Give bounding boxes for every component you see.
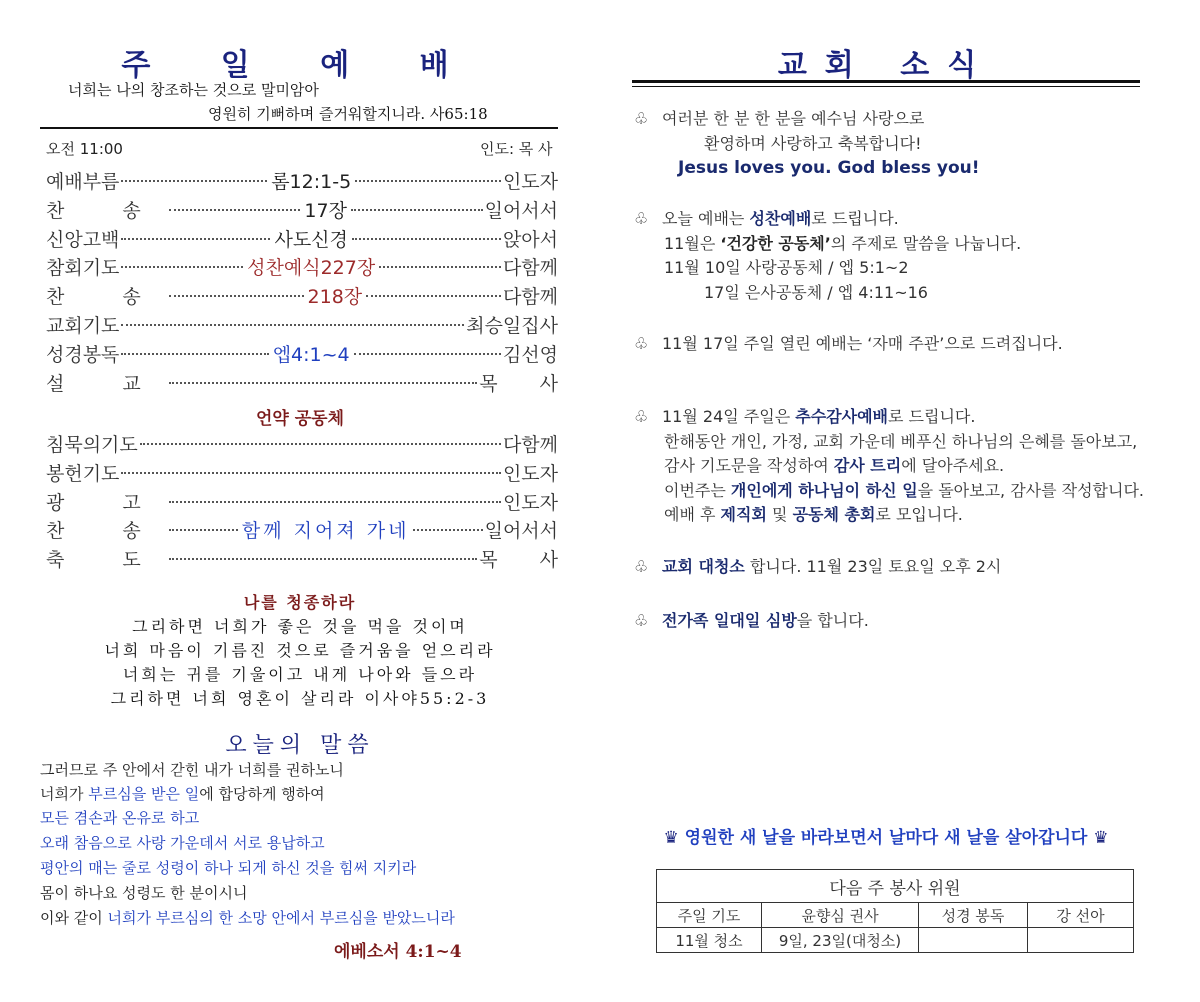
header-verse-line1: 너희는 나의 창조하는 것으로 말미암아 [68,81,319,99]
order-name: 신앙고백 [46,228,120,251]
order-detail: 성찬예식227장 [247,257,376,280]
order-role: 김선영 [502,343,558,366]
news-item-communion: ♧ 오늘 예배는 성찬예배로 드립니다. 11월은 ‘건강한 공동체’의 주제로 말씀을 나눕니다. 11월 10일 사랑공동체 / 엡 5:1~2 17일 은사공동체 / 엡 4:11~16 [634,209,1022,302]
church-news-title: 교회 소식 [777,48,995,83]
listen-verse-line: 그리하면 너희 영혼이 살리라 이사야55:2-3 [110,689,490,708]
order-name: 봉헌기도 [46,462,120,485]
divider [40,127,558,129]
scripture-reference: 에베소서 4:1~4 [334,942,462,962]
table-row: 주일 기도 윤향심 권사 성경 봉독 강 선아 [657,903,1134,928]
order-name: 광 고 [46,491,167,514]
order-name: 찬 송 [46,286,167,309]
order-name: 성경봉독 [46,343,120,366]
order-name: 축 도 [46,549,167,572]
table-row: 11월 청소 9일, 23일(대청소) [657,928,1134,953]
order-row [46,489,558,518]
order-detail: 사도신경 [274,228,348,251]
order-role: 일어서서 [484,199,559,222]
crown-icon: ♛ [663,828,679,848]
order-row [46,517,558,546]
service-leader: 인도: 목 사 [480,140,553,158]
clover-icon: ♧ [634,109,649,128]
table-heading: 다음 주 봉사 위원 [657,870,1134,903]
divider [632,86,1140,87]
order-role: 앉아서 [502,228,558,251]
order-role: 인도자 [502,171,559,193]
worship-title: 주 일 예 배 [121,48,479,83]
divider [632,80,1140,83]
order-row [46,370,576,399]
listen-verse-line: 그리하면 너희가 좋은 것을 먹을 것이며 [132,617,468,636]
motto-banner: ♛ 영원한 새 날을 바라보면서 날마다 새 날을 살아갑니다 ♛ [663,828,1109,848]
clover-icon: ♧ [634,209,649,228]
order-name: 참회기도 [46,257,120,280]
news-item-welcome: ♧ 여러분 한 분 한 분을 예수님 사랑으로 환영하며 사랑하고 축복합니다! Jesus loves you. God bless you! [634,109,980,179]
header-verse-line2: 영원히 기뻐하며 즐거워할지니라. 사65:18 [208,105,488,123]
clover-icon: ♧ [634,407,649,426]
order-row [46,254,558,283]
scripture-line: 그러므로 주 안에서 갇힌 내가 너희를 권하노니 [40,761,344,779]
clover-icon: ♧ [634,334,649,353]
news-item-open-worship: ♧ 11월 17일 주일 열린 예배는 ‘자매 주관’으로 드려집니다. [634,332,1154,357]
order-name: 찬 송 [46,199,167,222]
news-item-cleaning: ♧ 교회 대청소 합니다. 11월 23일 토요일 오후 2시 [634,555,1154,580]
order-name: 설 교 [46,372,167,395]
scripture-line: 모든 겸손과 온유로 하고 [40,809,200,827]
clover-icon: ♧ [634,611,649,630]
order-row [46,546,576,575]
order-of-worship-part2 [46,431,576,575]
order-row [46,168,558,197]
order-row [46,312,558,341]
order-role: 다함께 [502,257,558,280]
order-role: 목 사 [479,372,576,395]
order-detail: 218장 [307,286,363,309]
scripture-line: 너희가 부르심을 받은 일에 합당하게 행하여 [40,785,325,803]
order-detail: 롬12:1-5 [271,171,352,193]
listen-verse-title: 나를 청종하라 [243,593,357,612]
listen-verse-line: 너희는 귀를 기울이고 내게 나아와 들으라 [122,665,478,684]
order-role: 인도자 [502,462,558,485]
order-detail: 함께 지어져 가네 [241,520,410,543]
order-name: 침묵의기도 [46,434,138,456]
order-role: 목 사 [479,549,576,572]
order-detail: 엡4:1~4 [272,343,350,366]
order-role: 일어서서 [484,520,559,543]
scripture-line: 평안의 매는 줄로 성령이 하나 되게 하신 것을 힘써 지키라 [40,859,417,877]
service-time: 오전 11:00 [46,140,123,158]
crown-icon: ♛ [1093,828,1109,848]
order-row [46,197,558,226]
order-row [46,341,558,370]
order-detail: 17장 [304,199,347,222]
clover-icon: ♧ [634,557,649,576]
order-row [46,283,558,312]
order-row [46,431,558,460]
listen-verse-line: 너희 마음이 기름진 것으로 즐거움을 얻으리라 [104,641,496,660]
order-role: 다함께 [502,286,558,309]
todays-word-title: 오늘의 말씀 [225,733,375,758]
news-item-thanksgiving: ♧ 11월 24일 주일은 추수감사예배로 드립니다. 한해동안 개인, 가정, 교회 가운데 베푸신 하나님의 은혜를 돌아보고, 감사 기도문을 작성하여 감사 트리에 달아주세요. 이번주는 개인에게 하나님이 하신 일을 돌아보고, 감사를 작성합니다. 예배 후 제직회 및 공동체 총회로 모입니다. [634,407,1145,525]
scripture-line: 몸이 하나요 성령도 한 분이시니 [40,884,248,902]
order-role: 최승일집사 [466,314,558,337]
order-role: 다함께 [502,434,558,456]
scripture-line: 오래 참음으로 사랑 가운데서 서로 용납하고 [40,834,325,852]
covenant-heading: 언약 공동체 [255,409,345,429]
order-role: 인도자 [502,491,558,514]
order-name: 예배부름 [46,171,120,193]
order-of-worship-part1 [46,168,576,398]
order-name: 교회기도 [46,314,120,337]
order-row [46,226,558,255]
order-row [46,460,558,489]
order-name: 찬 송 [46,520,167,543]
scripture-line: 이와 같이 너희가 부르심의 한 소망 안에서 부르심을 받았느니라 [40,909,455,927]
news-item-visitation: ♧ 전가족 일대일 심방을 합니다. [634,609,1154,634]
service-committee-table [656,869,1134,953]
